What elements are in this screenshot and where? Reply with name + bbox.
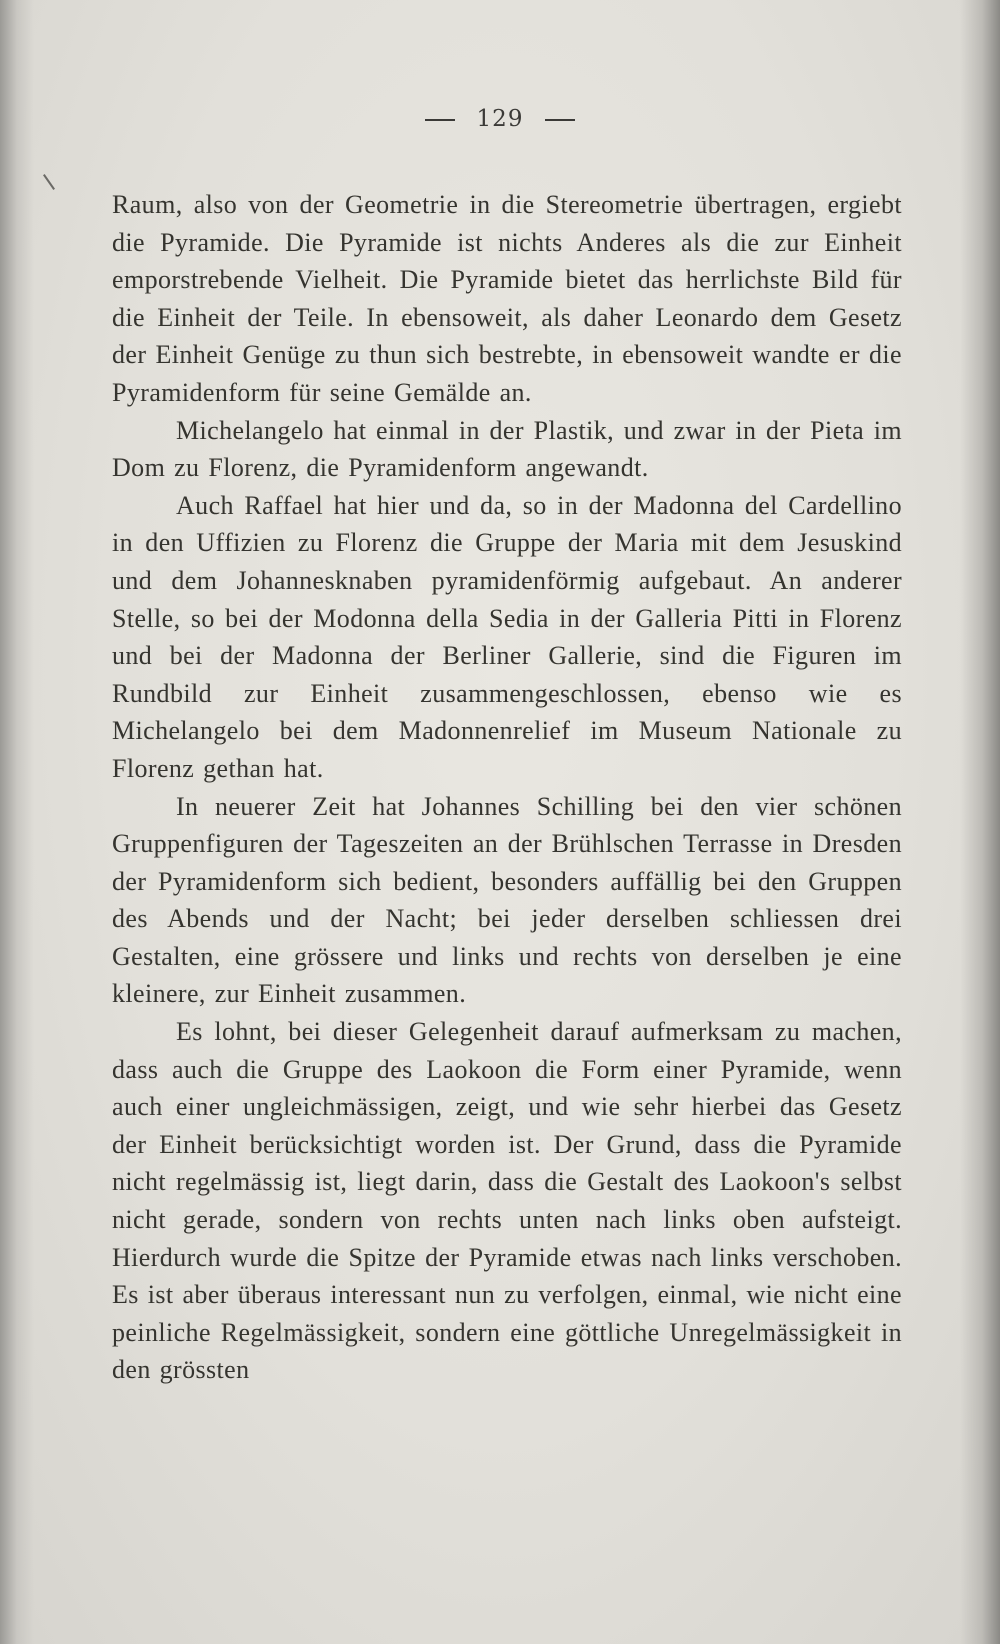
body-text (112, 186, 902, 1389)
paragraph-5: Es lohnt, bei dieser Gelegenheit darauf aufmerksam zu machen, dass auch die Gruppe des Laokoon die Form einer Pyramide, wenn auch einer ungleichmässigen, zeigt, und wie sehr hierbei das Gesetz der Einheit berücksichtigt worden ist. Der Grund, dass die Pyramide nicht regelmässig ist, liegt darin, dass die Gestalt des Laokoon's selbst nicht gerade, sondern von rechts unten nach links oben aufsteigt. Hierdurch wurde die Spitze der Pyramide etwas nach links verschoben. Es ist aber überaus interessant nun zu verfolgen, einmal, wie nicht eine peinliche Regelmässigkeit, sondern eine göttliche Unregelmässigkeit in den grössten (112, 1017, 902, 1385)
page-header (0, 106, 1000, 132)
paragraph-3: Auch Raffael hat hier und da, so in der Madonna del Cardellino in den Uffizien zu Florenz die Gruppe der Maria mit dem Jesuskind und dem Johannesknaben pyramidenförmig aufgebaut. An anderer Stelle, so bei der Modonna della Sedia in der Galleria Pitti in Florenz und bei der Madonna der Berliner Gallerie, sind die Figuren im Rundbild zur Einheit zusammengeschlossen, ebenso wie es Michelangelo bei dem Madonnenrelief im Museum Nationale zu Florenz gethan hat. (112, 490, 902, 783)
paragraph-4: In neuerer Zeit hat Johannes Schilling bei den vier schönen Gruppenfiguren der Tageszeiten an der Brühlschen Terrasse in Dresden der Pyramidenform sich bedient, besonders auffällig bei den Gruppen des Abends und der Nacht; bei jeder derselben schliessen drei Gestalten, eine grössere und links und rechts von derselben je eine kleinere, zur Einheit zusammen. (112, 791, 902, 1009)
header-dash-right (545, 119, 575, 121)
page-edge-shadow (960, 0, 1000, 1644)
paragraph-2: Michelangelo hat einmal in der Plastik, und zwar in der Pieta im Dom zu Florenz, die Pyramidenform angewandt. (112, 415, 902, 483)
page-number: 129 (476, 106, 524, 132)
pencil-mark (43, 174, 55, 190)
paragraph-1: Raum, also von der Geometrie in die Stereometrie übertragen, ergiebt die Pyramide. Die Pyramide ist nichts Anderes als die zur Einheit emporstrebende Vielheit. Die Pyramide bietet das herrlichste Bild für die Einheit der Teile. In ebensoweit, als daher Leonardo dem Gesetz der Einheit Genüge zu thun sich bestrebte, in ebensoweit wandte er die Pyramidenform für seine Gemälde an. (112, 190, 902, 407)
page-gutter-shadow (0, 0, 34, 1644)
header-dash-left (425, 119, 455, 121)
